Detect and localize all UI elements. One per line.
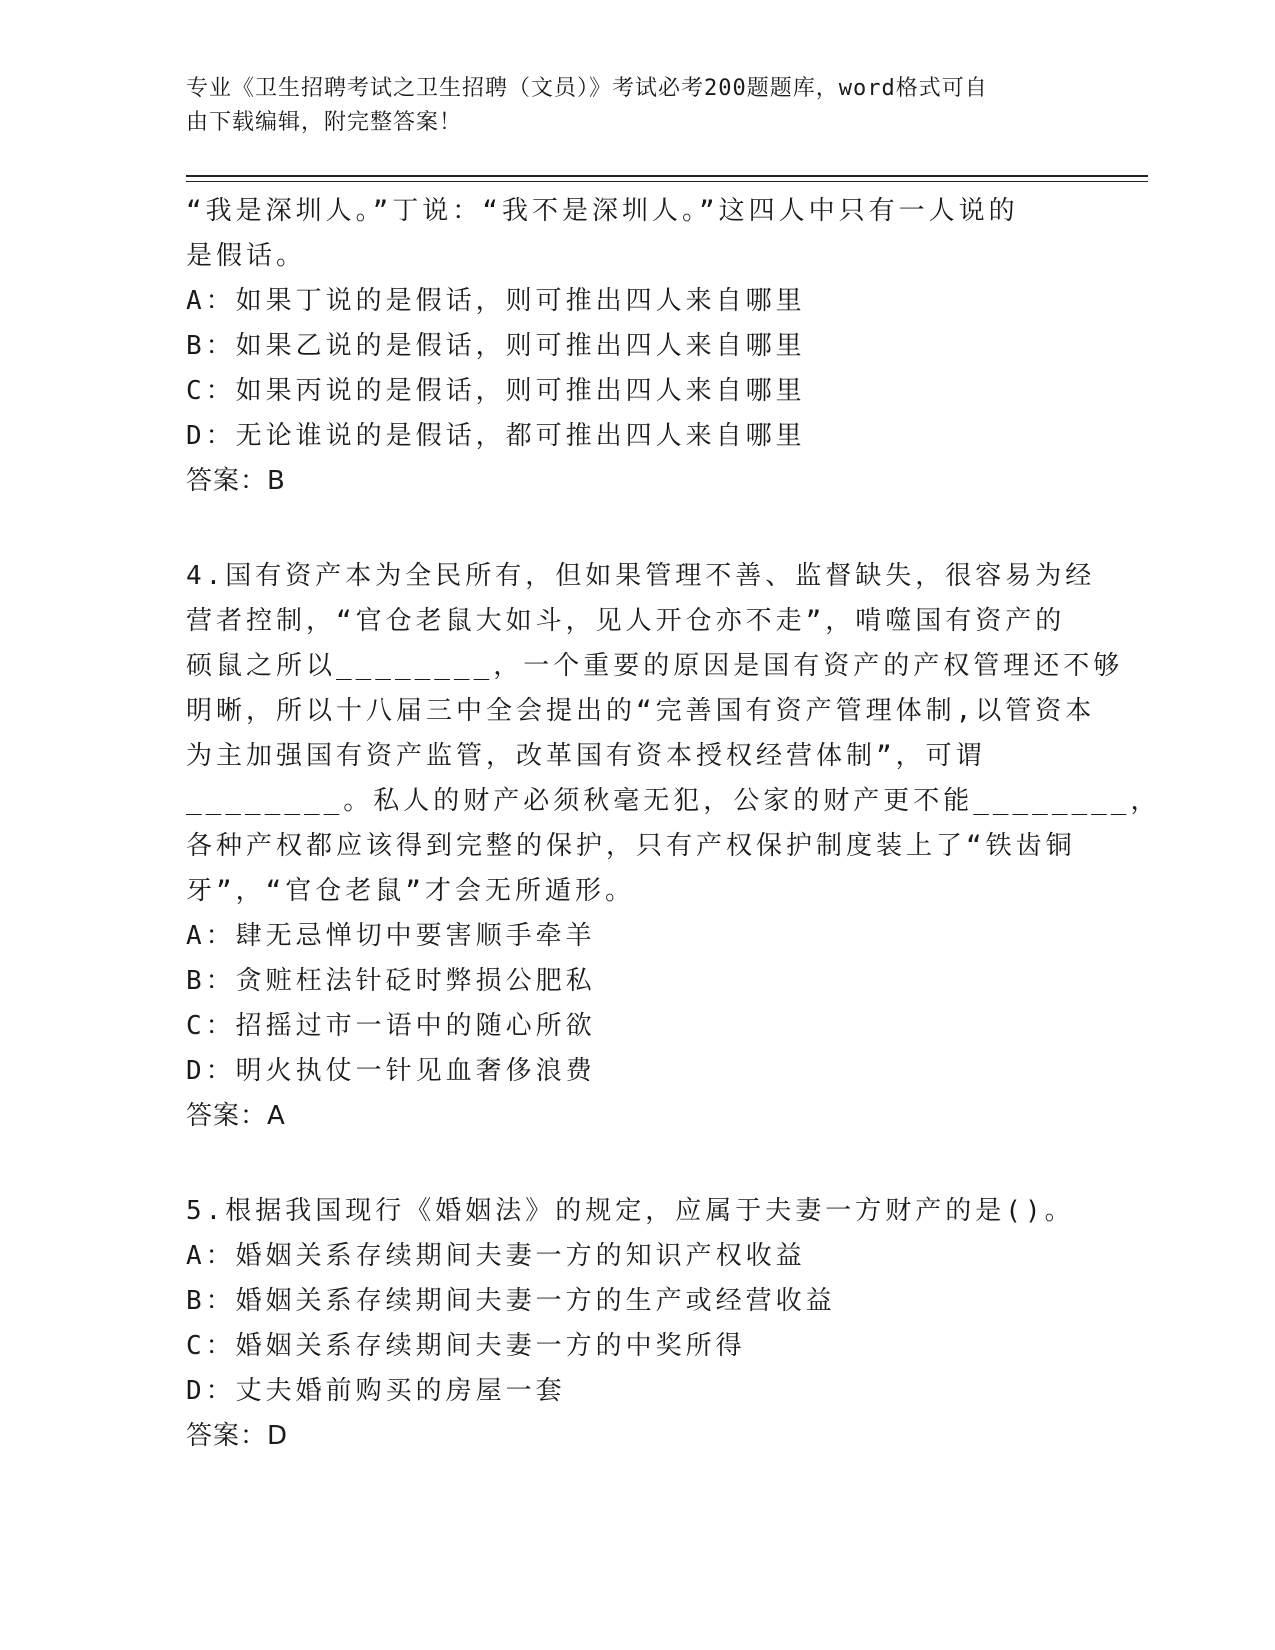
option-a: A：如果丁说的是假话，则可推出四人来自哪里	[186, 286, 806, 316]
option-d: D：无论谁说的是假话，都可推出四人来自哪里	[186, 421, 806, 451]
question-stem-line: “我是深圳人。”丁说：“我不是深圳人。”这四人中只有一人说的	[186, 196, 1019, 226]
question-stem-line: 各种产权都应该得到完整的保护，只有产权保护制度装上了“铁齿铜	[186, 831, 1076, 861]
option-c: C：招摇过市一语中的随心所欲	[186, 1011, 596, 1041]
question-stem-line: 是假话。	[186, 241, 307, 271]
option-c: C：如果丙说的是假话，则可推出四人来自哪里	[186, 376, 806, 406]
option-c: C：婚姻关系存续期间夫妻一方的中奖所得	[186, 1331, 746, 1361]
option-b: B：如果乙说的是假话，则可推出四人来自哪里	[186, 331, 806, 361]
question-stem-line: 明晰，所以十八届三中全会提出的“完善国有资产管理体制,以管资本	[186, 696, 1096, 726]
question-3	[186, 189, 1076, 504]
question-5	[186, 1189, 1076, 1459]
question-stem-line: 营者控制，“官仓老鼠大如斗，见人开仓亦不走”，啃噬国有资产的	[186, 606, 1066, 636]
question-stem-line: ________。私人的财产必须秋毫无犯，公家的财产更不能________，	[186, 786, 1161, 816]
document-header	[186, 72, 1066, 140]
option-b: B：贪赃枉法针砭时弊损公肥私	[186, 966, 596, 996]
question-4	[186, 554, 1161, 1139]
option-a: A：婚姻关系存续期间夫妻一方的知识产权收益	[186, 1241, 806, 1271]
option-d: D：明火执仗一针见血奢侈浪费	[186, 1056, 596, 1086]
document-body	[186, 189, 1161, 1459]
spacer	[186, 504, 1076, 554]
spacer	[186, 1139, 1076, 1189]
header-divider-thick	[186, 175, 1148, 177]
header-line-1: 专业《卫生招聘考试之卫生招聘（文员）》考试必考200题题库，word格式可自	[186, 76, 988, 101]
question-stem-line: 5.根据我国现行《婚姻法》的规定，应属于夫妻一方财产的是()。	[186, 1196, 1075, 1226]
option-a: A：肆无忌惮切中要害顺手牵羊	[186, 921, 596, 951]
option-b: B：婚姻关系存续期间夫妻一方的生产或经营收益	[186, 1286, 836, 1316]
question-stem-line: 4.国有资产本为全民所有，但如果管理不善、监督缺失，很容易为经	[186, 561, 1096, 591]
answer-line: 答案：A	[186, 1101, 286, 1131]
header-divider-thin	[186, 181, 1148, 182]
answer-line: 答案：B	[186, 466, 286, 496]
header-line-2: 由下载编辑，附完整答案！	[186, 110, 463, 135]
question-stem-line: 为主加强国有资产监管，改革国有资本授权经营体制”，可谓	[186, 741, 986, 771]
option-d: D：丈夫婚前购买的房屋一套	[186, 1376, 566, 1406]
question-stem-line: 硕鼠之所以________，一个重要的原因是国有资产的产权管理还不够	[186, 651, 1124, 681]
question-stem-line: 牙”，“官仓老鼠”才会无所遁形。	[186, 876, 635, 906]
answer-line: 答案：D	[186, 1421, 289, 1451]
